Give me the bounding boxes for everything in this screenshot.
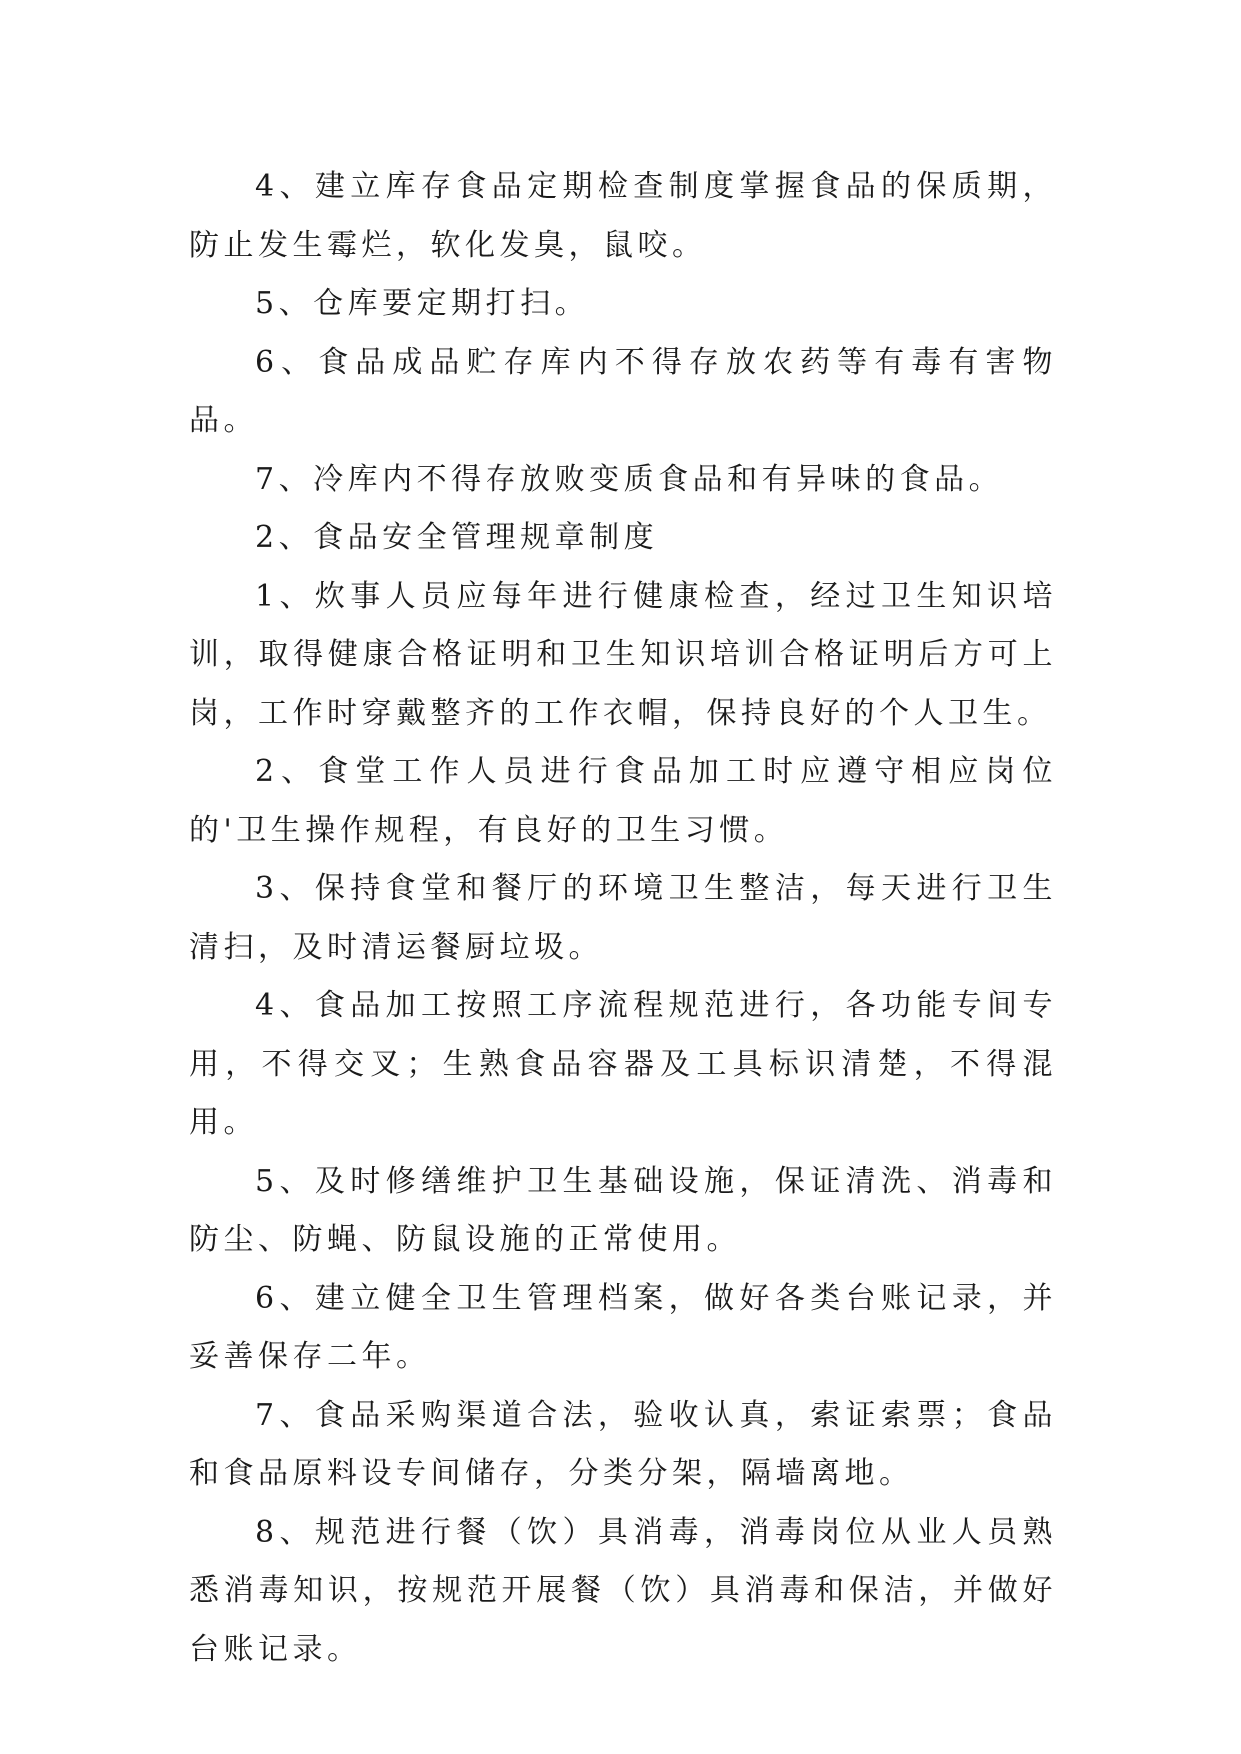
paragraph-operating-rules: 2、食堂工作人员进行食品加工时应遵守相应岗位的'卫生操作规程，有良好的卫生习惯。	[189, 754, 1057, 848]
section-heading: 2、食品安全管理规章制度	[255, 520, 659, 555]
paragraph-warehouse-cleaning: 5、仓库要定期打扫。	[255, 286, 590, 321]
paragraph-records: 6、建立健全卫生管理档案，做好各类台账记录，并妥善保存二年。	[189, 1280, 1057, 1374]
paragraph-health-check: 1、炊事人员应每年进行健康检查，经过卫生知识培训，取得健康合格证明和卫生知识培训合格证明后方可上岗，工作时穿戴整齐的工作衣帽，保持良好的个人卫生。	[189, 578, 1057, 731]
paragraph-no-pesticides: 6、食品成品贮存库内不得存放农药等有毒有害物品。	[189, 344, 1057, 438]
paragraph-facilities: 5、及时修缮维护卫生基础设施，保证清洗、消毒和防尘、防蝇、防鼠设施的正常使用。	[189, 1163, 1057, 1257]
paragraph-processing-flow: 4、食品加工按照工序流程规范进行，各功能专间专用，不得交叉；生熟食品容器及工具标识清楚，不得混用。	[189, 988, 1057, 1140]
paragraph-environment: 3、保持食堂和餐厅的环境卫生整洁，每天进行卫生清扫，及时清运餐厨垃圾。	[189, 871, 1057, 965]
paragraph-disinfection: 8、规范进行餐（饮）具消毒，消毒岗位从业人员熟悉消毒知识，按规范开展餐（饮）具消毒和保洁，并做好台账记录。	[189, 1514, 1057, 1667]
paragraph-cold-storage: 7、冷库内不得存放败变质食品和有异味的食品。	[255, 461, 1004, 497]
paragraph-procurement: 7、食品采购渠道合法，验收认真，索证索票；食品和食品原料设专间储存，分类分架，隔墙离地。	[189, 1397, 1057, 1491]
document-body	[189, 158, 1057, 1679]
paragraph-inventory-check: 4、建立库存食品定期检查制度掌握食品的保质期，防止发生霉烂，软化发臭，鼠咬。	[189, 169, 1057, 263]
